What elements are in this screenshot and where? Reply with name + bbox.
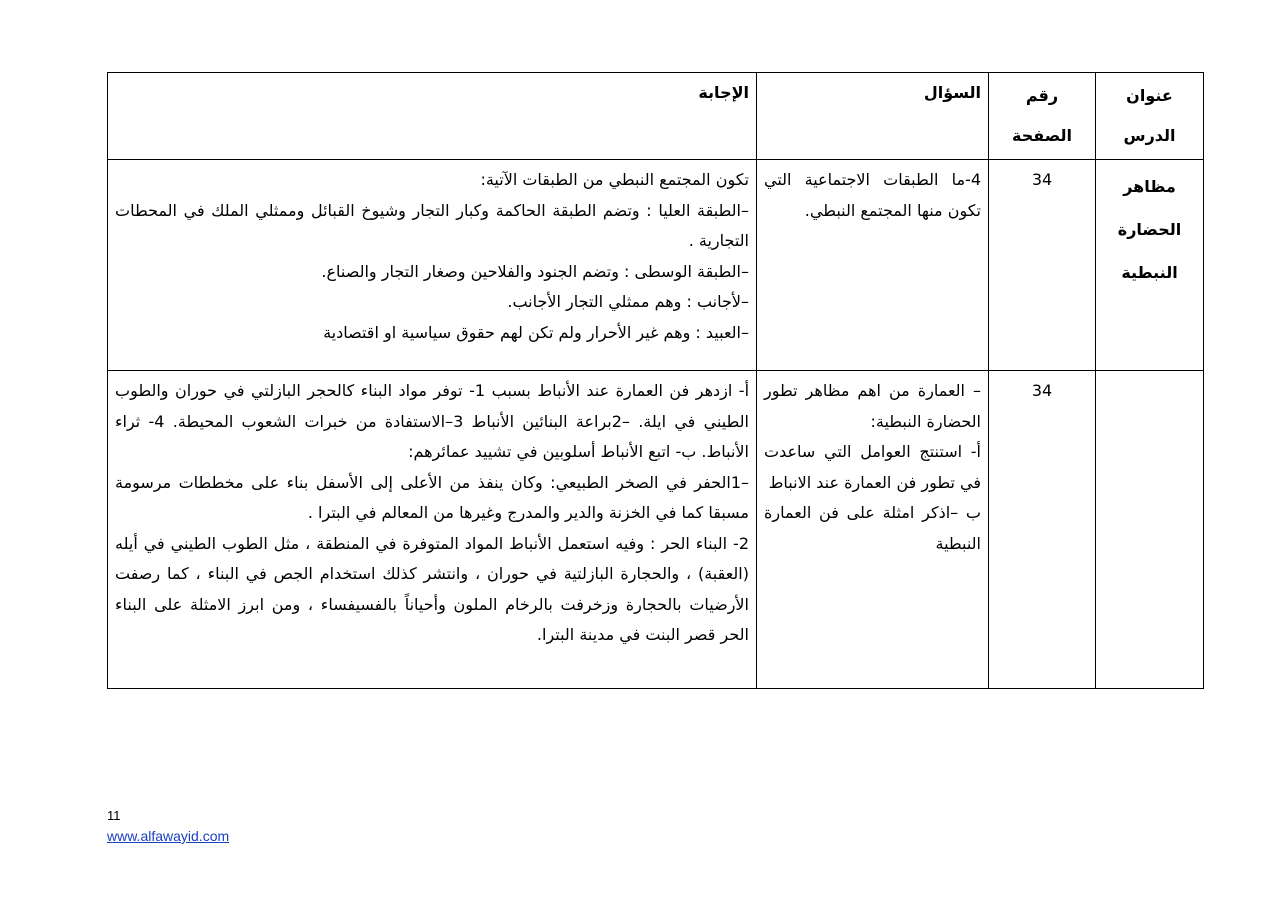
question-cell [757, 160, 989, 371]
page-number-cell [989, 160, 1096, 371]
page-number-cell [989, 371, 1096, 689]
answer-line: –العبيد : وهم غير الأحرار ولم تكن لهم حقوق سياسية او اقتصادية [323, 322, 749, 342]
question-line: – العمارة من اهم مظاهر تطور الحضارة النبطية: [764, 381, 981, 431]
header-lesson-title [1096, 73, 1204, 160]
table-header-row [108, 73, 1204, 160]
lesson-title-cell [1096, 160, 1204, 371]
header-answer-text: الإجابة [698, 83, 749, 102]
header-question [757, 73, 989, 160]
answer-line: –الطبقة العليا : وتضم الطبقة الحاكمة وكبار التجار وشيوخ القبائل وممثلي الملك في المحطات التجارية . [115, 200, 749, 250]
header-lesson-title-text: عنوان الدرس [1123, 86, 1176, 145]
table-row [108, 160, 1204, 371]
question-line: أ- استنتج العوامل التي ساعدت في تطور فن العمارة عند الانباط [764, 442, 981, 492]
answer-cell [108, 371, 757, 689]
answer-line: –الطبقة الوسطى : وتضم الجنود والفلاحين وصغار التجار والصناع. [321, 261, 749, 281]
lesson-table [107, 72, 1204, 689]
answer-line: –لأجانب : وهم ممثلي التجار الأجانب. [507, 292, 749, 311]
header-question-text: السؤال [923, 83, 981, 102]
lesson-title-cell [1096, 371, 1204, 689]
header-answer [108, 73, 757, 160]
question-text: 4-ما الطبقات الاجتماعية التي تكون منها المجتمع النبطي. [764, 170, 981, 220]
answer-line: 2- البناء الحر : وفيه استعمل الأنباط المواد المتوفرة في المنطقة ، مثل الطوب الطيني في أيله (العقبة) ، والحجارة البازلتية في حوران ، وانتشر كذلك استخدام الجص في البناء ، كما رصفت الأرضيات بالحجارة وزخرفت بالرخام الملون وأحياناً بالفسيفساء ، ومن ابرز الامثلة على البناء الحر قصر البنت في مدينة البترا. [115, 533, 749, 644]
footer-page-number: 11 [107, 808, 121, 823]
header-page-number [989, 73, 1096, 160]
question-cell [757, 371, 989, 689]
page-number: 34 [1031, 170, 1053, 189]
lesson-title: مظاهر الحضارة النبطية [1117, 177, 1182, 282]
footer-site-link[interactable]: www.alfawayid.com [107, 828, 230, 844]
answer-cell [108, 160, 757, 371]
question-line: ب –اذكر امثلة على فن العمارة النبطية [764, 503, 981, 553]
answer-line: –1الحفر في الصخر الطبيعي: وكان ينفذ من الأعلى إلى الأسفل بناء على مخططات مرسومة مسبقا كما في الخزنة والدير والمدرج وغيرها من المعالم في البترا . [115, 472, 749, 522]
header-page-number-text: رقم الصفحة [1011, 86, 1072, 145]
answer-line: أ- ازدهر فن العمارة عند الأنباط بسبب 1- توفر مواد البناء كالحجر البازلتي في حوران والطوب الطيني في ايلة. –2براعة البنائين الأنباط 3–الاستفادة من خبرات الشعوب المحيطة. 4- ثراء الأنباط. ب- اتبع الأنباط أسلوبين في تشييد عمائرهم: [115, 381, 750, 461]
table-row [108, 371, 1204, 689]
page-number: 34 [1031, 381, 1053, 400]
answer-line: تكون المجتمع النبطي من الطبقات الآتية: [480, 170, 749, 189]
